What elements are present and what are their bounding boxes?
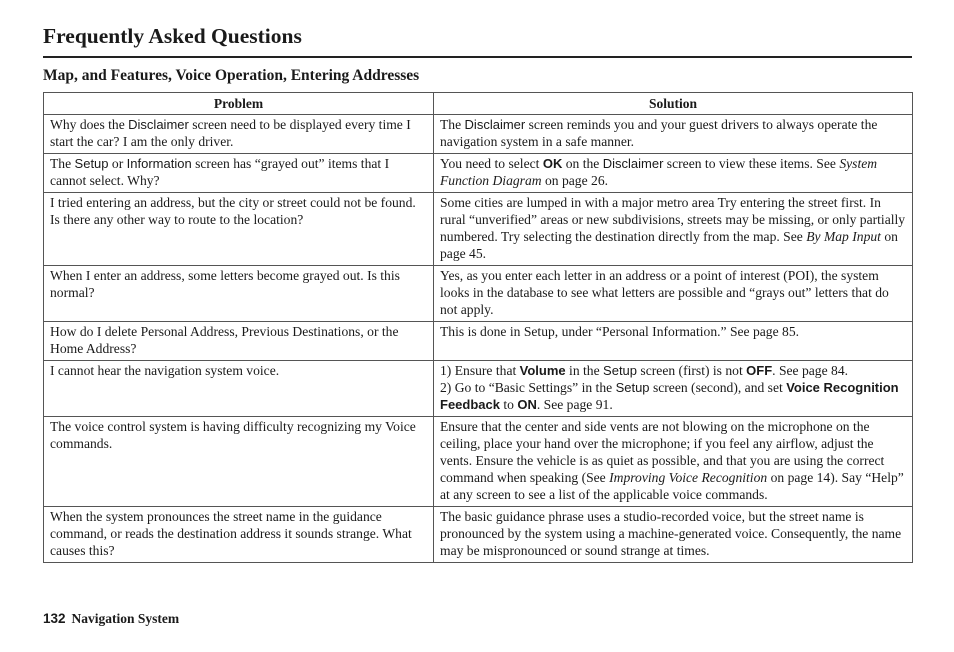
page-footer	[43, 611, 179, 627]
page-title: Frequently Asked Questions	[43, 24, 302, 48]
table-row	[44, 417, 913, 507]
table-row	[44, 193, 913, 266]
ui-term: Voice Recognition Feedback	[440, 380, 899, 412]
solution-cell: Yes, as you enter each letter in an address or a point of interest (POI), the system looks in the database to see what letters are possible and “grays out” letters that do not apply.	[434, 266, 913, 322]
problem-cell: Why does the Disclaimer screen need to be displayed every time I start the car? I am the only driver.	[44, 115, 434, 154]
solution-cell: The basic guidance phrase uses a studio-recorded voice, but the street name is pronounced by the system using a machine-generated voice. Consequently, the name may be mispronounced or sound strange at times.	[434, 507, 913, 563]
reference-link-text: System Function Diagram	[440, 156, 878, 188]
table-header-row	[44, 93, 913, 115]
title-rule	[43, 56, 912, 58]
ui-term: Setup	[603, 363, 638, 378]
problem-cell: When I enter an address, some letters become grayed out. Is this normal?	[44, 266, 434, 322]
faq-table-body	[44, 115, 913, 563]
ui-term: Setup	[74, 156, 109, 171]
table-row	[44, 507, 913, 563]
ui-term: OFF	[746, 363, 773, 378]
table-row	[44, 115, 913, 154]
problem-column-header: Problem	[44, 93, 434, 115]
problem-cell: The Setup or Information screen has “grayed out” items that I cannot select. Why?	[44, 154, 434, 193]
problem-cell: How do I delete Personal Address, Previous Destinations, or the Home Address?	[44, 322, 434, 361]
solution-cell: 1) Ensure that Volume in the Setup screen (first) is not OFF. See page 84. 2) Go to “Basic Settings” in the Setup screen (second), and set Voice Recognition Feedback to ON. See page 91.	[434, 361, 913, 417]
ui-term: OK	[542, 156, 563, 171]
reference-link-text: Improving Voice Recognition	[609, 470, 768, 485]
ui-term: Disclaimer	[464, 117, 526, 132]
problem-cell: I cannot hear the navigation system voice.	[44, 361, 434, 417]
section-title: Map, and Features, Voice Operation, Entering Addresses	[43, 67, 420, 84]
faq-table	[43, 92, 913, 563]
table-row	[44, 322, 913, 361]
solution-cell: Ensure that the center and side vents are not blowing on the microphone on the ceiling, place your hand over the microphone; if you feel any airflow, adjust the vents. Ensure the vehicle is as quiet as possible, and that you are using the correct command when speaking (See Improving Voice Recognition on page 14). Say “Help” at any screen to see a list of the applicable voice commands.	[434, 417, 913, 507]
ui-term: Setup	[615, 380, 650, 395]
problem-cell: The voice control system is having difficulty recognizing my Voice commands.	[44, 417, 434, 507]
solution-cell: This is done in Setup, under “Personal Information.” See page 85.	[434, 322, 913, 361]
footer-label: Navigation System	[71, 611, 180, 626]
ui-term: Volume	[519, 363, 566, 378]
table-row	[44, 154, 913, 193]
table-row	[44, 266, 913, 322]
solution-cell: Some cities are lumped in with a major metro area Try entering the street first. In rural “unverified” areas or new subdivisions, streets may be missing, or only partially numbered. Try selecting the destination directly from the map. See By Map Input on page 45.	[434, 193, 913, 266]
reference-link-text: By Map Input	[806, 229, 881, 244]
problem-cell: When the system pronounces the street name in the guidance command, or reads the destination address it sounds strange. What causes this?	[44, 507, 434, 563]
problem-cell: I tried entering an address, but the city or street could not be found. Is there any other way to route to the location?	[44, 193, 434, 266]
solution-cell: You need to select OK on the Disclaimer screen to view these items. See System Function Diagram on page 26.	[434, 154, 913, 193]
table-row	[44, 361, 913, 417]
ui-term: Disclaimer	[128, 117, 189, 132]
solution-cell: The Disclaimer screen reminds you and your guest drivers to always operate the navigation system in a safe manner.	[434, 115, 913, 154]
ui-term: Disclaimer	[602, 156, 664, 171]
page-number: 132	[43, 611, 66, 626]
solution-column-header: Solution	[434, 93, 913, 115]
ui-term: Information	[126, 156, 192, 171]
ui-term: ON	[517, 397, 537, 412]
